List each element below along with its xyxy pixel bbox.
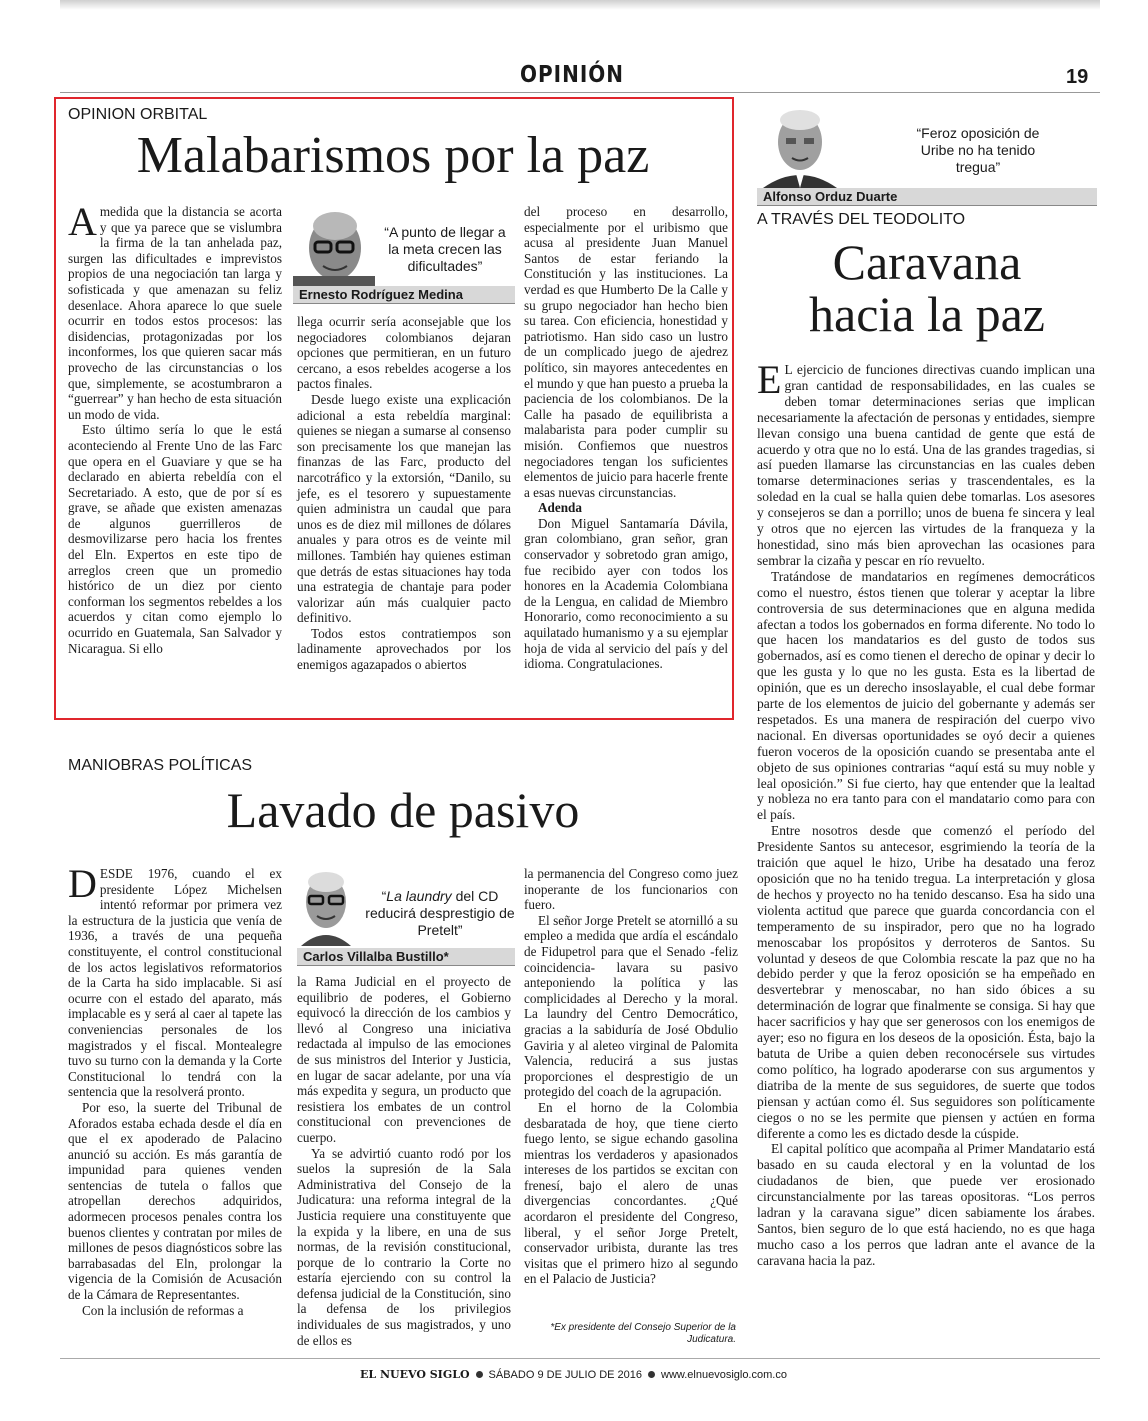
article2-byline: Carlos Villalba Bustillo*	[297, 948, 515, 966]
section-header: OPINIÓN	[520, 60, 625, 88]
article2-pullquote: “La laundry del CD reducirá desprestigio de Pretelt”	[365, 888, 515, 938]
article3-kicker: A TRAVÉS DEL TEODOLITO	[757, 211, 966, 228]
article1-pullquote: “A punto de llegar a la meta crecen las dificultades”	[384, 224, 506, 274]
article1-headline: Malabarismos por la paz	[136, 127, 650, 184]
article1-column-3: del proceso en desarrollo, especialmente por el uribismo que acusa al presidente Juan Manuel Santos de estar feriando la Constitución y las instituciones. La verdad es que Humberto De la Calle y su grupo negociador han hecho bien su tarea. Con eficiencia, honestidad y patriotismo. Han sido caso un lustro de un complicado juego de ajedrez político, sin mayores antecedentes en el mundo y que han puesto a prueba la paciencia de los colombianos. De la Calle ha pasado de equilibrista a malabarista para poder cumplir su misión. Confiemos que nuestros negociadores tengan los suficientes elementos de juicio para hacerle frente a esas nuevas circunstancias. Adenda Don Miguel Santamaría Dávila, gran colombiano, gran señor, gran conservador y sobretodo gran amigo, fue recibido ayer con todos los honores en la Academia Colombiana de la Lengua, en calidad de Miembro Honorario, como reconocimiento a su aquilatado humanismo y a su ejemplar hoja de vida al servicio del país y del idioma. Congratulaciones.	[524, 204, 728, 672]
columnist-photo-alfonso	[757, 100, 843, 188]
website-url: www.elnuevosiglo.com.co	[661, 1368, 787, 1381]
issue-date: SÁBADO 9 DE JULIO DE 2016	[488, 1368, 642, 1381]
newspaper-name: EL NUEVO SIGLO	[360, 1368, 470, 1381]
page-number: 19	[1066, 66, 1089, 88]
top-edge-band	[60, 0, 1100, 10]
drop-cap: E	[757, 357, 782, 402]
article3-byline: Alfonso Orduz Duarte	[757, 188, 1097, 206]
columnist-photo-carlos	[297, 862, 355, 946]
article2-column-2: la Rama Judicial en el proyecto de equilibrio de poderes, el Gobierno equivocó la dirección de los cambios y llevó al Congreso una iniciativa redactada al impulso de las emociones de sus ministros del Interior y Justicia, en lugar de sacar adelante, por una vía más expedita y segura, un producto que resistiera los embates de un control constitucional con prevenciones de cuerpo. Ya se advirtió cuanto rodó por los suelos la supresión de la Sala Administrativa del Consejo de la Judicatura: una reforma integral de la Justicia requiere una constituyente que la expida y la libere, en una de sus normas, de la revisión constitucional, porque de lo contrario la Corte no estaría ejerciendo con su control la defensa judicial de la Constitución, sino la defensa de los privilegios individuales de sus magistrados, y uno de ellos es	[297, 974, 511, 1348]
article2-footnote: *Ex presidente del Consejo Superior de la Judicatura.	[550, 1322, 736, 1345]
article2-kicker: MANIOBRAS POLÍTICAS	[68, 757, 253, 774]
footer-rule	[60, 1358, 1100, 1359]
drop-cap: A	[68, 199, 97, 244]
page-footer	[360, 1368, 787, 1381]
article1-byline: Ernesto Rodríguez Medina	[293, 286, 515, 304]
drop-cap: D	[68, 861, 97, 906]
article2-column-3: la permanencia del Congreso como juez inoperante de los funcionarios con fuero. El señor Jorge Pretelt se atornilló a su empleo a medida que ardía el escándalo de Fidupetrol para que el Senado -feliz coincidencia- lavara su pasivo anteponiendo la política y las complicidades al Derecho y la moral. La laundry del Centro Democrático, gracias a la sabiduría de José Obdulio Gaviria y al aleteo virginal de Palomita Valencia, reducirá a sus justas proporciones el desprestigio de un protegido del coach de la agrupación. En el horno de la Colombia desbaratada de hoy, que tiene cierto fuego lento, se sigue echando gasolina mientras los verdaderos y apasionados intereses de los partidos se excitan con frenesí, bajo el alero de unas divergencias concordantes. ¿Qué acordaron el presidente del Congreso, liberal, y el señor Jorge Pretelt, conservador uribista, durante las tres visitas que el primero hizo al segundo en el Palacio de Justicia?	[524, 866, 738, 1287]
bullet-icon	[648, 1371, 655, 1378]
article3-pullquote: “Feroz oposición de Uribe no ha tenido tregua”	[916, 125, 1040, 175]
article2-column-1: DESDE 1976, cuando el ex presidente López Michelsen intentó reformar por primera vez la estructura de la justicia que venía de 1936, a través de una pequeña constituyente, el control constitucional de los actos legislativos reformatorios de la Carta ha sido implacable. Si así ocurre con el estado del aparato, más implacable es y será al caer al tapete las conveniencias personales de los magistrados y el fiscal. Montealegre tuvo su turno con la demanda y la Corte Constitucional lo tendrá con la sentencia que la resolverá pronto. Por eso, la suerte del Tribunal de Aforados estaba echada desde el día en que el ex apoderado de Palacino anunció su acción. Es más garantía de impunidad para quienes venden sentencias de tutela o fallos que atropellan derechos adquiridos, adormecen procesos penales contra los buenos clientes y contratan por miles de millones de pesos diagnósticos sobre las barrabasadas del Eln, prolongar la vigencia de la Comisión de Acusación de la Cámara de Representantes. Con la inclusión de reformas a	[68, 861, 282, 1318]
header-rule	[60, 92, 1100, 93]
article3-headline: Caravana hacia la paz	[809, 234, 1045, 342]
article3-column-1: E L ejercicio de funciones directivas cuando implican una gran cantidad de responsabilidades, en las cuales se deben tomar determinaciones serias que implican necesariamente la afectación de personas y entidades, siempre llevan consigo una buena cantidad de gente que está de acuerdo y otra que no lo está. Una de las grandes tragedias, si así pueden llamarse las circunstancias en las cuales deben tomarse determinaciones serias y trascendentales, es la soledad en la cual se halla quien debe tomarlas. Los asesores y consejeros se dan a porrillo; unos de buena fe sincera y leal y otros que no ejercen las virtudes de la franqueza y la honestidad, sino más bien aprovechan las ocasiones para sembrar la cizaña y pescar en río revuelto. Tratándose de mandatarios en regímenes democráticos como el nuestro, éstos tienen que tolerar y aceptar la libre controversia de sus determinaciones que en alguna medida afectan a todos los gobernados en forma diferente. No todo lo que hacen los mandatarios es del gusto de todos sus gobernados, así es como tienen el derecho de opinar y decir lo que les gusta y lo que no les gusta. Esta es la libertad de opinión, que es un derecho insoslayable, el cual debe formar parte de los elementos de juicio del gobernante y además ser respetados. Es una manera de respiración del cuerpo vivo nacional. En diversas oportunidades se oyó decir a quienes fueron voceros de la oposición cuando se presentaba ante el objeto de sus opiniones contrarias “aquí está su muy noble y leal oposición.” Si fue cierto, hay que entender que la lealtad y nobleza no era tanto para con el mandatario como para con el país. Entre nosotros desde que comenzó el período del Presidente Santos su antecesor, esgrimiendo la teoría de la traición que aquel le hizo, Uribe ha desatado una feroz oposición que no ha tenido tregua. La interpretación y glosa de hechos y proyecto no ha tenido descanso. Esa ha sido una violenta actitud que parece que guarda concordancia con el temperamento de su inspirador, pero que no ha logrado menoscabar los propósitos y derroteros de Santos. Su voluntad y deseos de que Colombia rescate la paz que no ha debido perder y que la feroz oposición se ha empeñado en desvertebrar y menoscabar, no han sido óbices a su determinación de lograr que finalmente se consiga. Si hay que hacer sacrificios y hay que ser generosos con los enemigos de ayer; eso no figura en los deseos de la oposición. Ésta, bajo la batuta de Uribe a quien deben reconocérsele sus virtudes como político, ha logrado apoderarse con sus argumentos y diatriba de la mente de sus seguidores, de suerte que todos piensan y actúan como él. Sus seguidores son políticamente ciegos o no se les permite que piensen y actúen en forma diferente a como les es dictado desde la cúspide. El capital político que acompaña al Primer Mandatario está basado en su cauda electoral y en la voluntad de los ciudadanos de bien, que puede ver erosionado circunstancialmente por las tareas opositoras. “Los perros ladran y la caravana sigue” dicen sabiamente los árabes. Santos, bien seguro de lo que está haciendo, no es que haga mucho caso a los perros que ladran ante el avance de la caravana hacia la paz.	[757, 357, 1095, 1268]
article1-column-2: llega ocurrir sería aconsejable que los negociadores colombianos dejaran opciones que permitieran, en un futuro cercano, a esos rebeldes acogerse a los pactos finales. Desde luego existe una explicación adicional a esta rebeldía marginal: quienes se niegan a sumarse al consenso son precisamente los que manejan las finanzas de las Farc, producto del narcotráfico y la extorsión, “Danilo, su jefe, es el tesorero y supuestamente quien administra un caudal que para unos es de diez mil millones de dólares anuales y para otros es de veinte mil millones. También hay quienes estiman que detrás de estas situaciones hay toda una estrategia de chantaje para poder valorizar aún más cualquier pacto definitivo. Todos estos contratiempos son ladinamente aprovechados por los enemigos agazapados o abiertos	[297, 314, 511, 673]
article1-column-1: Amedida que la distancia se acorta y que ya parece que se vislumbra la firma de la tan anhelada paz, surgen las dificultades e imprevistos propios de una negociación tan larga y sofisticada y que amenazan su feliz desenlace. Ahora aparece lo que suele ocurrir en todos estos procesos: las disidencias, protagonizadas por los inconformes, los que quieren sacar más provecho de las circunstancias o los que, simplemente, se acostumbraron a “guerrear” y han hecho de esta situación un modo de vida. Esto último sería lo que le está aconteciendo al Frente Uno de las Farc que opera en el Guaviare y que se ha declarado en abierta rebeldía con el Secretariado. A esto, que de por sí es grave, se añade que existen amenazas de algunos guerrilleros de desmovilizarse pero hacia los frentes del Eln. Expertos en este tipo de arreglos creen que un promedio histórico de un diez por ciento conforman los segmentos rebeldes a los acuerdos y citan como ejemplo lo ocurrido en Guatemala, San Salvador y Nicaragua. Si ello	[68, 199, 282, 656]
bullet-icon	[476, 1371, 483, 1378]
addendum-heading: Adenda	[538, 500, 582, 516]
article1-kicker: OPINION ORBITAL	[68, 106, 208, 123]
columnist-photo-ernesto	[293, 204, 375, 286]
article2-headline: Lavado de pasivo	[226, 782, 580, 838]
